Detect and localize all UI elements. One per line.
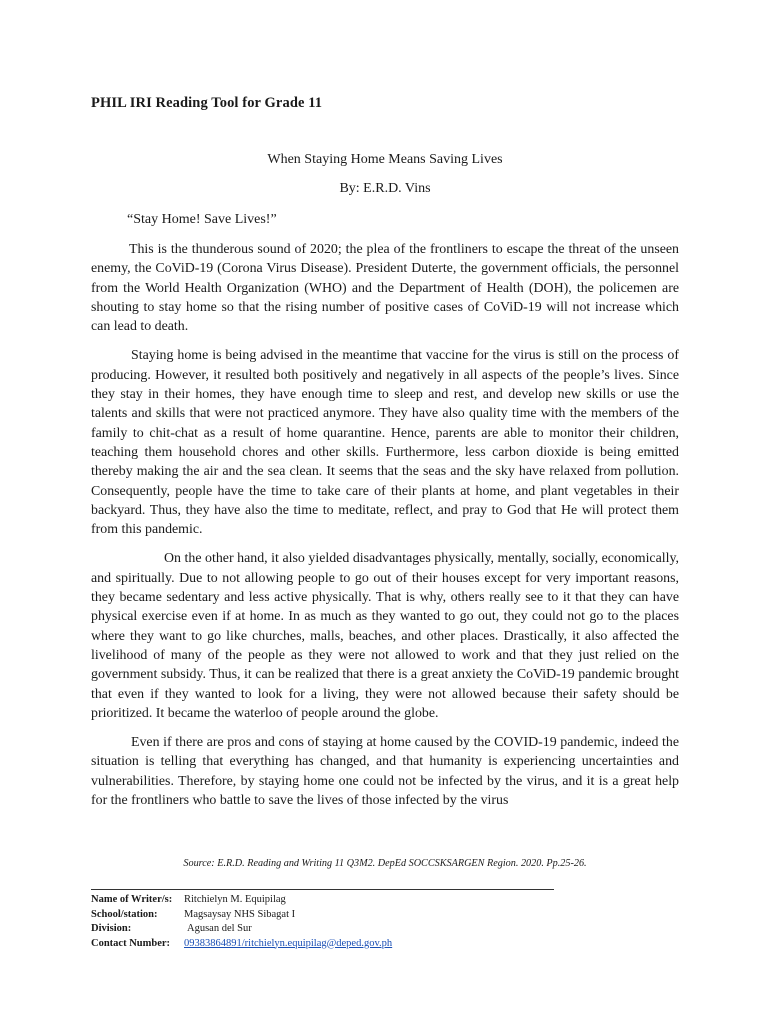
source-citation: Source: E.R.D. Reading and Writing 11 Q3M2. DepEd SOCCSKSARGEN Region. 2020. Pp.25-26. xyxy=(183,858,587,869)
document-page xyxy=(91,0,679,1024)
division-row xyxy=(91,922,392,937)
paragraph-2: Staying home is being advised in the meantime that vaccine for the virus is still on the process of producing. However, it resulted both positively and negatively in all aspects of the people’s lives. Since they stay in their homes, they have enough time to sleep and rest, and develop new skills or use the talents and skills that were not practiced anymore. They have also quality time with the members of the family to chit-chat as a result of home quarantine. Hence, parents are able to monitor their children, teaching them household chores and other skills. Furthermore, less carbon dioxide is being emitted thereby making the air and the sea clean. It seems that the seas and the sky have relaxed from pollution. Consequently, people have the time to take care of their plants at home, and plant vegetables in their backyard. Thus, they have also the time to meditate, reflect, and pray to God that He will protect them from this pandemic. xyxy=(91,348,679,538)
contact-link[interactable]: 09383864891/ritchielyn.equipilag@deped.gov.ph xyxy=(184,937,393,949)
story-title: When Staying Home Means Saving Lives xyxy=(267,152,503,167)
document-heading: PHIL IRI Reading Tool for Grade 11 xyxy=(91,95,323,111)
paragraph-4: Even if there are pros and cons of staying at home caused by the COVID-19 pandemic, indeed the situation is telling that everything has changed, and that humanity is experiencing uncertainties and vulnerabilities. Therefore, by staying home one could not be infected by the virus, and it is a great help for the frontliners who battle to save the lives of those infected by the virus xyxy=(91,735,679,809)
contact-row xyxy=(91,937,392,952)
writer-row xyxy=(91,893,392,908)
division-label: Division: xyxy=(91,923,132,934)
contact-label: Contact Number: xyxy=(91,937,171,949)
writer-info xyxy=(91,893,392,951)
division-value: Agusan del Sur xyxy=(187,923,252,934)
writer-value: Ritchielyn M. Equipilag xyxy=(184,894,286,905)
school-value: Magsaysay NHS Sibagat I xyxy=(184,908,296,920)
paragraph-1: This is the thunderous sound of 2020; the plea of the frontliners to escape the threat of the unseen enemy, the CoViD-19 (Corona Virus Disease). President Duterte, the government officials, the personnel from the World Health Organization (WHO) and the Department of Health (DOH), the policemen are shouting to stay home so that the rising number of positive cases of CoViD-19 will not increase which can lead to death. xyxy=(91,242,679,335)
school-row xyxy=(91,908,392,923)
paragraph-3: On the other hand, it also yielded disadvantages physically, mentally, socially, economically, and spiritually. Due to not allowing people to go out of their houses except for very important reasons, they became sedentary and less active physically. That is why, others really see to it that they can have physical exercise even if at home. In as much as they wanted to go out, they could not go to the places where they want to go like churches, malls, beaches, and other places. Drastically, it also affected the livelihood of many of the people as they were not allowed to work and that they just relied on the government subsidy. Thus, it can be realized that there is a great anxiety the CoViD-19 pandemic brought that even if they wanted to look for a living, they were not allowed because their safety should be prioritized. It became the waterloo of people around the globe. xyxy=(91,551,679,721)
story-quote: “Stay Home! Save Lives!” xyxy=(127,212,277,227)
divider-line xyxy=(91,889,554,890)
school-label: School/station: xyxy=(91,908,158,920)
writer-label: Name of Writer/s: xyxy=(91,894,173,905)
story-byline: By: E.R.D. Vins xyxy=(339,181,431,196)
story-body xyxy=(91,240,679,820)
